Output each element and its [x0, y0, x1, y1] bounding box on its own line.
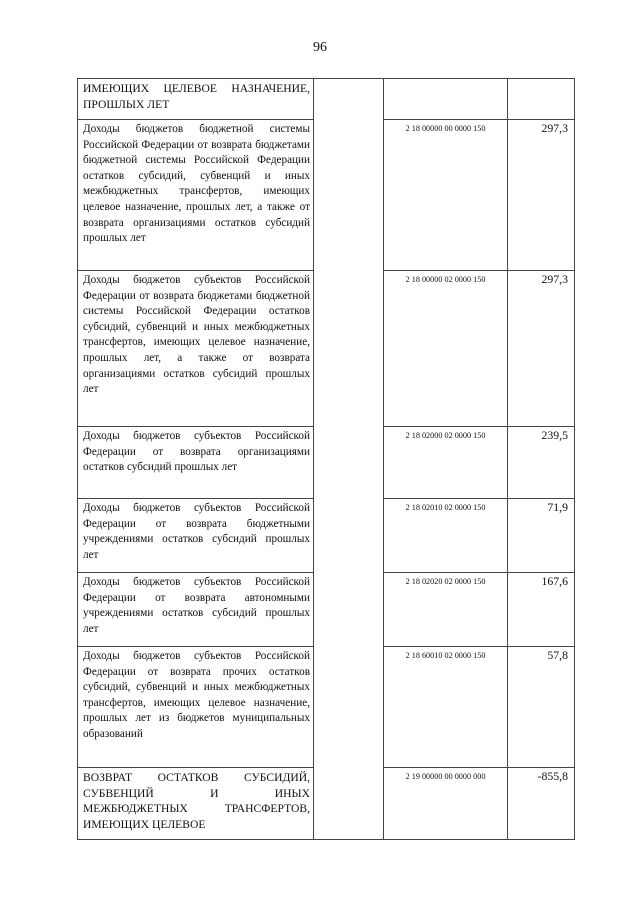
- row-name: Доходы бюджетов субъектов Российской Федерации от возврата прочих остатков субсидий, субвенций и иных межбюджетных трансфертов, имеющих целевое назначение, прошлых лет из бюджетов муниципальных образований: [83, 650, 310, 740]
- name-cell: [78, 79, 314, 120]
- code-cell: [384, 647, 508, 768]
- row-sum: 71,9: [547, 500, 568, 514]
- row-sum: -855,8: [537, 769, 568, 783]
- row-sum: 167,6: [541, 574, 568, 588]
- table-row: [78, 79, 575, 120]
- sum-cell: [508, 499, 575, 573]
- row-name: Доходы бюджетов субъектов Российской Федерации от возврата бюджетами бюджетной системы Российской Федерации остатков субсидий, субвенций и иных межбюджетных трансфертов, имеющих целевое назначение, прошлых лет, а также от возврата организациями остатков субсидий прошлых лет: [83, 274, 310, 396]
- row-code: 2 18 02010 02 0000 150: [405, 503, 486, 512]
- row-code: 2 18 02000 02 0000 150: [405, 431, 486, 440]
- page-number: 96: [313, 40, 327, 55]
- name-cell: [78, 427, 314, 499]
- row-sum: 297,3: [541, 121, 568, 135]
- row-code: 2 19 00000 00 0000 000: [405, 772, 486, 781]
- code-cell: [384, 120, 508, 271]
- name-cell: [78, 499, 314, 573]
- row-name: Доходы бюджетов субъектов Российской Федерации от возврата автономными учреждениями остатков субсидий прошлых лет: [83, 576, 310, 635]
- row-sum: [508, 79, 574, 80]
- row-code: 2 18 02020 02 0000 150: [405, 577, 486, 586]
- revenue-table: [77, 78, 575, 840]
- row-code: 2 18 00000 00 0000 150: [405, 124, 486, 133]
- row-code: 2 18 60010 02 0000 150: [405, 651, 486, 660]
- code-cell: [384, 427, 508, 499]
- sum-cell: [508, 768, 575, 840]
- name-cell: [78, 573, 314, 647]
- code-cell: [384, 79, 508, 120]
- row-name: Доходы бюджетов субъектов Российской Федерации от возврата организациями остатков субсидий прошлых лет: [83, 430, 310, 474]
- sum-cell: [508, 573, 575, 647]
- code-cell: [384, 768, 508, 840]
- code-cell: [384, 271, 508, 427]
- sum-cell: [508, 120, 575, 271]
- sum-cell: [508, 647, 575, 768]
- row-name: ВОЗВРАТ ОСТАТКОВ СУБСИДИЙ, СУБВЕНЦИЙ И ИНЫХ МЕЖБЮДЖЕТНЫХ ТРАНСФЕРТОВ, ИМЕЮЩИХ ЦЕЛЕВОЕ: [83, 771, 310, 831]
- row-sum: 57,8: [547, 648, 568, 662]
- row-sum: 239,5: [541, 428, 568, 442]
- name-cell: [78, 768, 314, 840]
- code-cell: [384, 499, 508, 573]
- row-code: [384, 79, 507, 82]
- sum-cell: [508, 271, 575, 427]
- name-cell: [78, 647, 314, 768]
- row-code: 2 18 00000 02 0000 150: [405, 275, 486, 284]
- row-name: Доходы бюджетов бюджетной системы Российской Федерации от возврата бюджетами бюджетной системы Российской Федерации остатков субсидий, субвенций и иных межбюджетных трансфертов, имеющих целевое назначение, прошлых лет, а также от возврата организациями остатков субсидий прошлых лет: [83, 123, 310, 245]
- name-cell: [78, 120, 314, 271]
- name-cell: [78, 271, 314, 427]
- row-sum: 297,3: [541, 272, 568, 286]
- row-name: ИМЕЮЩИХ ЦЕЛЕВОЕ НАЗНАЧЕНИЕ, ПРОШЛЫХ ЛЕТ: [83, 82, 310, 111]
- admin-code-cell: [314, 79, 384, 840]
- sum-cell: [508, 427, 575, 499]
- code-cell: [384, 573, 508, 647]
- sum-cell: [508, 79, 575, 120]
- row-name: Доходы бюджетов субъектов Российской Федерации от возврата бюджетными учреждениями остатков субсидий прошлых лет: [83, 502, 310, 561]
